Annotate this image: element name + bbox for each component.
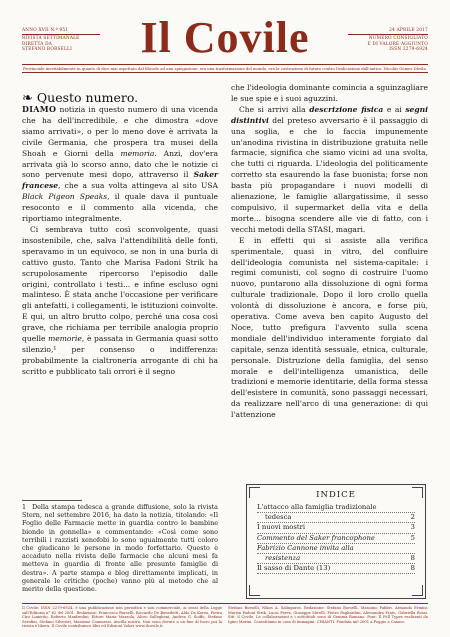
colophon-right: Stefano Borselli, Nikos A. Salingaros. Redazione: Stefano Borselli, Massimo Fabbri, Armando Ermini, Marisa Fadoni Strik, Lucio Perez, Giuseppe Mirelli, Pietro Pagliardini, Alessandra Prato, Gabriella Rossi. Siti: il Covile. Le collaborazioni e i sottotitoli sono di Gemma Romano. Font: Il Fell Types realizzati da Igino Marini. Contattiamo in caso di immagini: CHIANTI. Fondata nel 2001 a Poggio a Caiano. [228, 606, 428, 624]
toc-entry[interactable]: tedesca 2 [257, 513, 415, 523]
director-name: STEFANO BORSELLI [22, 47, 72, 53]
fleuron-icon: ❧ [22, 91, 33, 106]
bottom-rule [22, 603, 428, 604]
footnote-separator [22, 500, 82, 501]
paragraph: E in effetti qui si assiste alla verifica sperimentale, quasi in vitro, del confluire dell'ideologia comunista nel sistema-capitale: i regimi comunisti, col sogno di costruire l'uomo nuovo, puntarono alla dissoluzione di ogni forma culturale tradizionale. Dopo il loro crollo quella volontà di dissoluzione è ancora, e forse più, operativa. Come aveva ben capito Augusto del Noce, tutto prefigura l'avvento sulla scena mondiale dell'individuo interamente forgiato dal capitale, senza identità sessuale, etnica, culturale, personale. Distruzione della famiglia, del senso morale e dell'intelligenza umanistica, delle tradizioni e memorie identitarie, della forma stessa dell'esistere in comunità, sono passaggi necessari, da realizzare nell'arco di una generazione: di qui l'attenzione [231, 235, 428, 420]
paragraph: Che si arrivi alla descrizione fisica e ai segni distintivi del preteso avversario è il passaggio di una soglia, e che lo faccia impunemente un'anodina rivistina in distribuzione gratuita nelle farmacie, significa che siamo vicini ad una svolta, che tutti ci riguarda. L'ideologia del politicamente corretto sta esaurendo la fase buonista; forse non basta più propagandare i nuovi modelli di alienazione, le famiglie allargatissime, il sesso compulsivo, il supermarket della vita e della morte... bisogna scendere alle vie di fatto, con i vecchi metodi della STASI, magari. [231, 104, 428, 234]
column-left [22, 104, 218, 378]
footnote-number: 1 [22, 503, 27, 511]
issn: ISSN 2279-6924 [389, 47, 428, 53]
index-box [246, 484, 426, 599]
masthead-right-info [348, 28, 428, 53]
toc-entry[interactable]: Fabrizio Cannone invita alla [257, 544, 415, 554]
colophon-left: Il Covile, ISSN 2279-6924, è una pubblicazione non periodica e non commerciale, ai sensi della Legge sull'Editoria n° 62 del 2001. Redazione: Francesco Borselli, Riccardo De Benedetti, Aldo De Korea, Pietro Ciro Lumetto, Roberto Manfredini, Ettore Maria Mazzola, Alceo Sallegheni, Andrea G. Sciffo, Stefano Serafini, Stefano Silvestri, Massimo Commessi. Ancilla nostra. Non sono dovute a un fine di lucro poi la rivista è libera. Il Covile contribuisce libri ed Edizioni Valori www.ilcovile.it. [22, 606, 222, 629]
issue-number: ANNO XVII N.º 951 [22, 28, 100, 35]
value-label: E DI VALORE AGGIUNTO [367, 41, 428, 47]
column-right [231, 83, 428, 421]
publication-title: Il Covile [140, 13, 310, 62]
toc-entry[interactable]: Il sasso di Dante (13) 8 [257, 564, 415, 574]
corner-ornament [249, 585, 260, 596]
magazine-type: RIVISTA SETTIMANALE [22, 36, 80, 42]
corner-ornament [412, 585, 423, 596]
recommended-label: NUMERO CONSIGLIATO [368, 36, 428, 42]
dropcap: D [22, 104, 30, 114]
paragraph: DIAMO notizia in questo numero di una vicenda che ha dell'incredibile, e che dimostra «dove siamo arrivati», o per lo meno dove è arrivata la civile Germania, che prospera tra musei della Shoah e Giorni della memoria. Anzi, dov'era arrivata già lo scorso anno, dato che le notizie ci sono pervenute mesi dopo, attraverso il Saker francese, che a sua volta attingeva al sito USA Black Pigeon Speaks, il quale dava il puntuale resoconto e il commento alla vicenda, che riportiamo integralmente. [22, 104, 218, 224]
footnote [22, 503, 218, 593]
paragraph: che l'ideologia dominante comincia a sguinzagliare le sue spie e i suoi aguzzini. [231, 83, 428, 103]
toc-entry[interactable]: resistenza 8 [257, 554, 415, 564]
toc-entry[interactable]: L'attacco alla famiglia tradizionale [257, 503, 415, 513]
toc-entry[interactable]: Commento del Saker francophone 5 [257, 534, 415, 544]
table-of-contents [257, 503, 415, 574]
paragraph: Ci sembrava tutto così sconvolgente, quasi insostenibile, che, salva l'attendibilità delle fonti, speravamo in un equivoco, se non in una burla di cattivo gusto. Tanto che Marisa Fadoni Strik ha scrupolosamente ripercorso l'episodio dalle origini, controllato i testi... e infine escluso ogni malinteso. È stata anche l'occasione per verificare gli antefatti, i collegamenti, le istituzioni coinvolte. E qui, un altro brutto colpo, perché una cosa così grave, che richiama per terribile analogia proprio quelle memorie, è passata in Germania quasi sotto silenzio,¹ per consenso o indifferenza: probabilmente la cialtroneria arrogante di chi ha scritto e pubblicato tali orrori è il segno [22, 224, 218, 376]
article-title: Questo numero. [36, 90, 139, 105]
footnote-text: Della stampa tedesca a grande diffusione, solo la rivista Stern, nel settembre 2016, ha dato la notizia, titolando: «Il Foglio delle Farmacie mette in guardia contro le bambine bionde in gonnella» e commentando: «Così come sono terribili i razzisti xenofobi lo sono ugualmente tutti coloro che giudicano le persone in modo forfettario. Questo è accaduto nella rivista delle farmacie che alcuni mesi fa metteva in guardia di fronte alle presunte famiglie di destra». A parte stampa e blog direttamente implicati, in generale le critiche (poche) vanno più al metodo che al merito della questione. [22, 503, 218, 594]
index-title: INDICE [316, 490, 356, 500]
issue-date: 24 APRILE 2017 [348, 28, 428, 35]
masthead-motto: Provinciale inevitabilmente in quanto di dice mai aspettato dal filosofo ad una spiegazione: era una trasformazione del mondo, era la costruzione di futuro contro l'indicazione dall'antico. Nicolás Gómez Dávila. [23, 66, 427, 71]
directed-by-label: DIRETTA DA [22, 41, 53, 47]
toc-entry[interactable]: I nuovi mostri 3 [257, 523, 415, 533]
